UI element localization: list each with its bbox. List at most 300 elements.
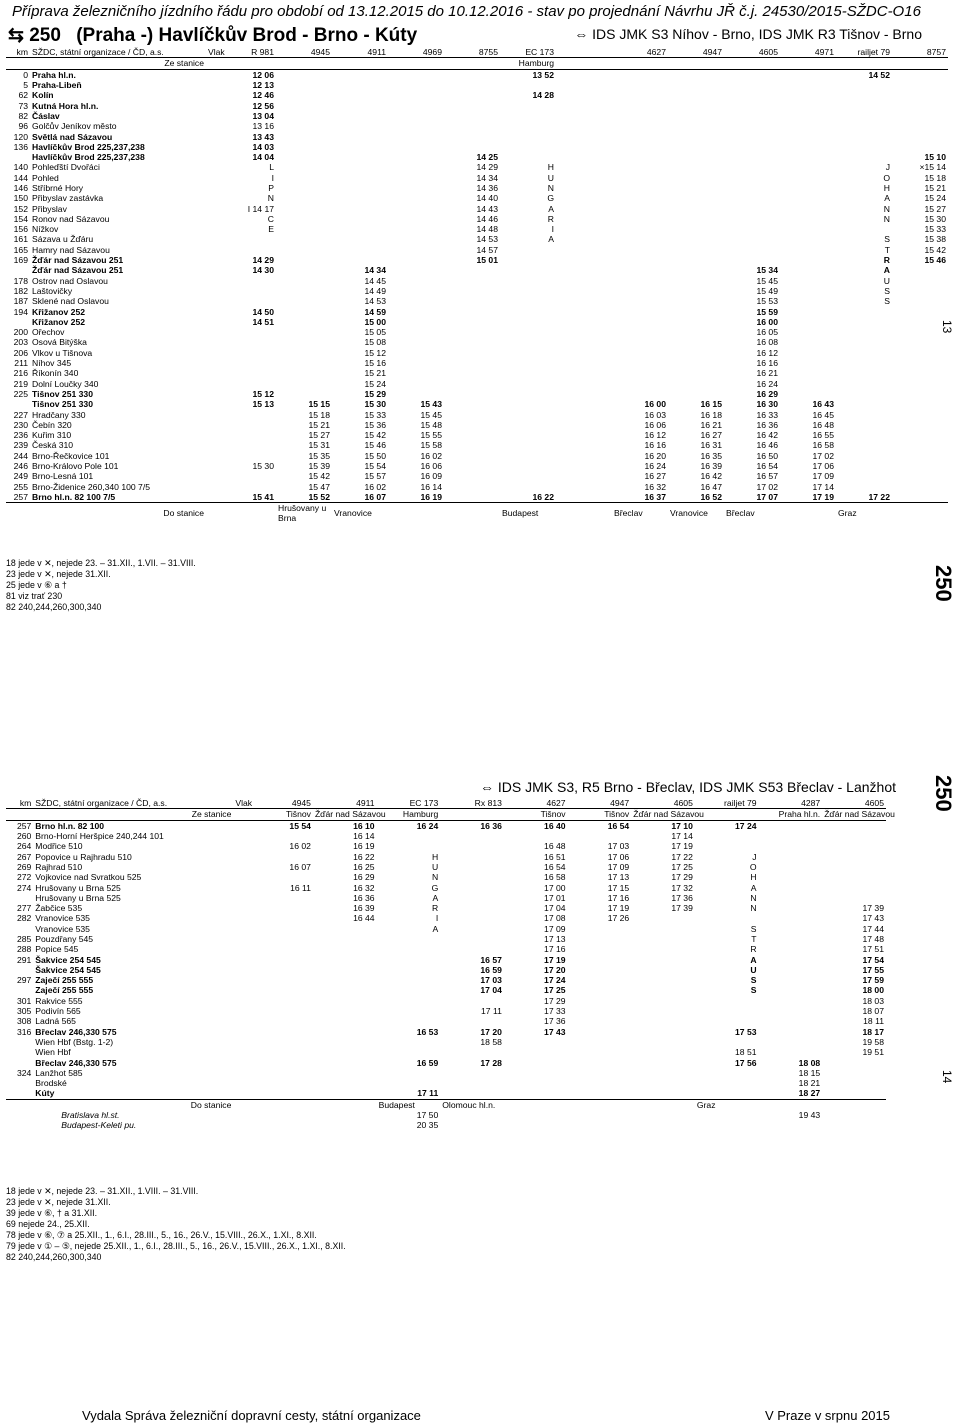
time-cell: 16 22: [353, 851, 375, 862]
time-cell: [780, 69, 836, 80]
time-cell: [612, 214, 668, 224]
time-cell: [500, 286, 556, 296]
station-name: Tišnov 251 330: [32, 388, 93, 399]
time-cell: 17 20: [480, 1026, 502, 1037]
time-cell: 17 01: [544, 892, 566, 903]
time-cell: 15 58: [420, 440, 442, 451]
ids-icon: ⇔: [574, 26, 593, 42]
time-cell: [668, 245, 724, 255]
time-cell: [612, 90, 668, 100]
time-cell: [276, 276, 332, 286]
time-cell: 19 58: [862, 1036, 884, 1047]
time-cell: [444, 306, 500, 316]
time-cell: 16 32: [353, 882, 375, 893]
time-cell: 18 15: [798, 1067, 821, 1078]
table-row: [6, 954, 886, 964]
page-number-left: 13: [940, 320, 954, 334]
time-cell: 16 57: [756, 471, 778, 482]
from-label: Ze stanice: [33, 809, 233, 820]
time-cell: [500, 100, 556, 110]
time-cell: 12 13: [252, 80, 274, 91]
time-cell: [556, 234, 612, 244]
time-cell: [444, 430, 500, 440]
time-cell: 17 16: [544, 944, 566, 955]
time-cell: [444, 100, 500, 110]
time-cell: [313, 1088, 377, 1099]
time-cell: [780, 90, 836, 100]
time-cell: [568, 934, 632, 944]
km-value: 288: [16, 944, 32, 955]
station-name: Brno hl.n. 82 100: [35, 820, 105, 831]
extra-time: 17 50: [416, 1110, 439, 1121]
time-cell: [631, 1068, 695, 1078]
time-cell: 15 38: [924, 234, 946, 245]
time-cell: 16 58: [544, 872, 566, 883]
time-cell: [440, 924, 504, 934]
time-cell: 16 53: [416, 1026, 439, 1037]
table-row: [6, 245, 948, 255]
extra-station: Bratislava hl.st.: [61, 1110, 120, 1121]
time-cell: [500, 348, 556, 358]
time-cell: [892, 368, 948, 378]
time-cell: S: [884, 285, 890, 296]
extra-time: [695, 1120, 759, 1130]
train-label: Vlak: [208, 47, 225, 58]
time-cell: [668, 203, 724, 213]
km-value: 282: [16, 913, 32, 924]
time-cell: 17 28: [480, 1057, 502, 1068]
time-cell: [822, 882, 886, 892]
table-row: [6, 337, 948, 347]
ids-top-text: IDS JMK S3 Níhov - Brno, IDS JMK R3 Tišnov - Brno: [592, 26, 922, 42]
station-name: Ronov nad Sázavou: [32, 213, 110, 224]
time-cell: [612, 327, 668, 337]
time-cell: [892, 471, 948, 481]
station-name: Čáslav: [32, 110, 60, 121]
km-value: 274: [16, 882, 32, 893]
time-cell: [276, 131, 332, 141]
time-cell: 18 21: [798, 1078, 821, 1089]
time-cell: [668, 224, 724, 234]
km-value: 267: [16, 851, 32, 862]
time-cell: [440, 882, 504, 892]
station-name: Pohled: [32, 172, 59, 183]
time-cell: A: [750, 882, 757, 893]
time-cell: 14 45: [364, 275, 386, 286]
time-cell: [892, 451, 948, 461]
time-cell: [668, 368, 724, 378]
blank: [206, 162, 220, 172]
time-cell: 16 47: [700, 481, 722, 492]
time-cell: [556, 276, 612, 286]
time-cell: 15 46: [364, 440, 386, 451]
time-cell: [668, 255, 724, 265]
time-cell: [668, 183, 724, 193]
time-cell: [332, 131, 388, 141]
time-cell: 14 50: [252, 306, 274, 317]
time-cell: 17 43: [862, 913, 884, 924]
time-cell: [612, 286, 668, 296]
station-name: Rajhrad 510: [35, 861, 83, 872]
time-cell: [444, 399, 500, 409]
time-cell: [556, 296, 612, 306]
table-row: [6, 882, 886, 892]
time-cell: 13 43: [252, 131, 274, 142]
table-row: [6, 481, 948, 491]
time-cell: [695, 1037, 759, 1047]
station-name: Křižanov 252: [32, 316, 86, 327]
time-cell: 18 00: [862, 985, 884, 996]
time-cell: [568, 996, 632, 1006]
time-cell: [695, 1088, 759, 1099]
blank: [206, 389, 220, 399]
station-name: Sklené nad Oslavou: [32, 296, 109, 307]
time-cell: 16 21: [756, 368, 778, 379]
time-cell: 15 45: [756, 275, 778, 286]
time-cell: [276, 173, 332, 183]
table-row: [6, 831, 886, 841]
time-cell: [612, 80, 668, 90]
time-cell: 16 55: [812, 430, 834, 441]
station-name: Praha hl.n.: [32, 69, 76, 80]
time-cell: [377, 975, 441, 985]
km-value: 62: [18, 90, 28, 101]
km-value: 152: [13, 203, 28, 214]
time-cell: [388, 162, 444, 172]
time-cell: [332, 152, 388, 162]
time-cell: [668, 389, 724, 399]
time-cell: [556, 481, 612, 491]
time-cell: [313, 985, 377, 995]
time-cell: 14 29: [476, 162, 498, 173]
time-cell: [388, 348, 444, 358]
time-cell: [612, 111, 668, 121]
time-cell: 15 30: [364, 399, 386, 410]
km-value: [6, 893, 33, 903]
time-cell: 17 43: [544, 1026, 566, 1037]
time-cell: N: [547, 183, 554, 193]
blank: [233, 1120, 249, 1130]
time-cell: 16 35: [700, 450, 722, 461]
from-station: [836, 58, 892, 69]
time-cell: [249, 996, 313, 1006]
table-row: [6, 471, 948, 481]
time-cell: 17 55: [862, 964, 884, 975]
km-value: [6, 1057, 33, 1067]
time-cell: [444, 286, 500, 296]
time-cell: [668, 142, 724, 152]
time-cell: [780, 286, 836, 296]
blank: [206, 131, 220, 141]
time-cell: [500, 121, 556, 131]
time-cell: [377, 965, 441, 975]
km-value: 277: [16, 903, 32, 914]
time-cell: 17 03: [607, 841, 630, 852]
time-cell: [631, 1037, 695, 1047]
time-cell: [612, 337, 668, 347]
footer-date: V Praze v srpnu 2015: [764, 1408, 890, 1423]
time-cell: [388, 121, 444, 131]
extra-time: [440, 1120, 504, 1130]
time-cell: 15 21: [364, 368, 386, 379]
time-cell: [276, 142, 332, 152]
time-cell: [612, 173, 668, 183]
time-cell: [556, 173, 612, 183]
time-cell: [313, 1068, 377, 1078]
time-cell: 16 19: [420, 491, 442, 502]
timetable-top: [6, 47, 948, 523]
time-cell: [444, 296, 500, 306]
km-value: 5: [23, 80, 28, 91]
time-cell: [759, 954, 823, 964]
time-cell: [568, 975, 632, 985]
time-cell: [631, 1027, 695, 1037]
time-cell: 17 02: [756, 481, 778, 492]
time-cell: [780, 379, 836, 389]
time-cell: [220, 276, 276, 286]
time-cell: [780, 255, 836, 265]
footnote: 39 jede v ⑥, † a 31.XII.: [6, 1208, 98, 1218]
km-value: 144: [13, 172, 28, 183]
time-cell: [724, 80, 780, 90]
time-cell: 15 27: [924, 203, 946, 214]
time-cell: 15 35: [308, 450, 330, 461]
from-station: [892, 58, 948, 69]
time-cell: 16 59: [416, 1057, 439, 1068]
to-label: Do stanice: [163, 508, 204, 519]
time-cell: [668, 193, 724, 203]
table-row: [6, 296, 948, 306]
time-cell: [612, 358, 668, 368]
org-label: SŽDC, státní organizace / ČD, a.s.: [30, 47, 206, 58]
time-cell: [388, 296, 444, 306]
time-cell: 18 08: [798, 1057, 821, 1068]
time-cell: [724, 121, 780, 131]
time-cell: [724, 69, 780, 80]
time-cell: [612, 193, 668, 203]
time-cell: [836, 100, 892, 110]
ids-icon-2: ⇔: [480, 779, 498, 795]
time-cell: O: [883, 172, 890, 183]
time-cell: [612, 162, 668, 172]
to-station: [822, 1099, 886, 1110]
time-cell: 15 45: [420, 409, 442, 420]
time-cell: [892, 80, 948, 90]
time-cell: [556, 389, 612, 399]
extra-time: [249, 1120, 313, 1130]
time-cell: [388, 327, 444, 337]
train-number: 4911: [332, 47, 388, 58]
from-station: Tišnov: [249, 809, 313, 820]
time-cell: [612, 203, 668, 213]
table-row: [6, 214, 948, 224]
time-cell: [556, 286, 612, 296]
time-cell: [631, 975, 695, 985]
time-cell: U: [547, 172, 554, 183]
time-cell: [568, 954, 632, 964]
km-value: [6, 965, 33, 975]
station-name: Kúty: [35, 1088, 55, 1099]
time-cell: 16 14: [353, 831, 375, 842]
km-value: 236: [13, 430, 28, 441]
route-name: (Praha -) Havlíčkův Brod - Brno - Kúty: [76, 25, 418, 46]
time-cell: 14 53: [476, 234, 498, 245]
time-cell: [313, 924, 377, 934]
train-number: R 981: [220, 47, 276, 58]
time-cell: [444, 471, 500, 481]
blank: [206, 193, 220, 203]
extra-time: [631, 1110, 695, 1120]
time-cell: [332, 111, 388, 121]
to-station: Olomouc hl.n.: [442, 1099, 496, 1110]
table-row: [6, 1006, 886, 1016]
time-cell: [504, 1047, 568, 1057]
footnote: 81 viz trať 230: [6, 591, 63, 601]
time-cell: [780, 80, 836, 90]
time-cell: [500, 471, 556, 481]
footnote: 23 jede v ✕, nejede 31.XII.: [6, 569, 111, 579]
blank: [206, 286, 220, 296]
table-row: [6, 131, 948, 141]
station-name: Modřice 510: [35, 841, 83, 852]
time-cell: 17 19: [544, 954, 566, 965]
time-cell: 16 30: [756, 399, 778, 410]
train-number: 4969: [388, 47, 444, 58]
time-cell: A: [884, 193, 890, 204]
time-cell: [892, 420, 948, 430]
time-cell: [500, 306, 556, 316]
time-cell: 17 15: [607, 882, 630, 893]
time-cell: [249, 831, 313, 841]
time-cell: 17 51: [862, 944, 884, 955]
blank: [233, 924, 249, 934]
blank: [206, 471, 220, 481]
time-cell: 17 00: [544, 882, 566, 893]
blank: [206, 111, 220, 121]
station-name: Stříbrné Hory: [32, 183, 84, 193]
table-row: [6, 327, 948, 337]
footnote: 18 jede v ✕, nejede 23. – 31.XII., 1.VII. – 31.VIII.: [6, 558, 196, 568]
time-cell: [249, 1006, 313, 1016]
station-name: Brodské: [35, 1078, 67, 1089]
time-cell: [388, 379, 444, 389]
time-cell: [332, 183, 388, 193]
time-cell: [504, 1037, 568, 1047]
time-cell: [249, 1047, 313, 1057]
train-number: 4287: [759, 798, 823, 809]
time-cell: [631, 985, 695, 995]
time-cell: [313, 934, 377, 944]
time-cell: [759, 1016, 823, 1026]
time-cell: [759, 996, 823, 1006]
time-cell: [220, 245, 276, 255]
blank: [206, 503, 220, 524]
time-cell: A: [432, 892, 439, 903]
time-cell: 15 05: [364, 327, 386, 338]
time-cell: [276, 234, 332, 244]
from-station: Žďár nad Sázavou: [824, 809, 895, 820]
time-cell: N: [883, 213, 890, 224]
time-cell: 14 43: [476, 203, 498, 214]
time-cell: [388, 90, 444, 100]
to-station: [444, 503, 500, 524]
time-cell: [220, 440, 276, 450]
time-cell: [822, 831, 886, 841]
time-cell: [388, 224, 444, 234]
time-cell: 16 36: [480, 820, 502, 831]
from-station: [440, 809, 504, 820]
train-label: Vlak: [235, 798, 253, 809]
time-cell: [556, 152, 612, 162]
time-cell: 18 11: [863, 1016, 884, 1027]
to-station: Hrušovany u Brna: [278, 503, 327, 524]
blank: [206, 58, 220, 69]
time-cell: [276, 265, 332, 275]
time-cell: 17 03: [480, 975, 502, 986]
km-value: 269: [16, 861, 32, 872]
km-value: 216: [13, 368, 28, 379]
table-row: [6, 265, 948, 275]
time-cell: [822, 862, 886, 872]
time-cell: 15 42: [924, 244, 946, 255]
from-label: Ze stanice: [30, 58, 206, 69]
time-cell: [556, 255, 612, 265]
time-cell: [313, 944, 377, 954]
from-station: [332, 58, 388, 69]
time-cell: 16 39: [353, 903, 375, 914]
to-station: [780, 503, 836, 524]
time-cell: 17 56: [735, 1057, 757, 1068]
time-cell: [332, 162, 388, 172]
time-cell: [836, 111, 892, 121]
time-cell: 17 39: [671, 903, 693, 914]
time-cell: [444, 379, 500, 389]
table-row: [6, 142, 948, 152]
time-cell: [276, 162, 332, 172]
time-cell: [313, 1047, 377, 1057]
time-cell: 15 15: [308, 399, 330, 410]
km-value: 154: [13, 213, 28, 224]
time-cell: 14 25: [476, 152, 498, 163]
km-value: 96: [18, 121, 28, 132]
km-value: 140: [13, 162, 28, 173]
time-cell: [780, 348, 836, 358]
time-cell: [568, 1016, 632, 1026]
time-cell: [695, 841, 759, 851]
time-cell: 15 50: [364, 450, 386, 461]
time-cell: [556, 492, 612, 503]
time-cell: [276, 327, 332, 337]
to-station: [631, 1099, 695, 1110]
time-cell: [780, 224, 836, 234]
time-cell: [500, 420, 556, 430]
time-cell: [220, 296, 276, 306]
time-cell: 16 43: [812, 399, 834, 410]
time-cell: 16 58: [812, 440, 834, 451]
station-name: Hrušovany u Brna 525: [35, 882, 121, 893]
side-label-bottom: 250: [931, 775, 956, 812]
time-cell: [388, 358, 444, 368]
time-cell: [836, 317, 892, 327]
train-number: 4605: [724, 47, 780, 58]
km-value: 120: [13, 131, 28, 142]
km-value: 305: [16, 1006, 32, 1017]
time-cell: O: [749, 861, 757, 872]
time-cell: [440, 1088, 504, 1099]
time-cell: A: [548, 234, 554, 245]
station-name: Přibyslav zastávka: [32, 193, 104, 204]
time-cell: 17 25: [671, 861, 693, 872]
